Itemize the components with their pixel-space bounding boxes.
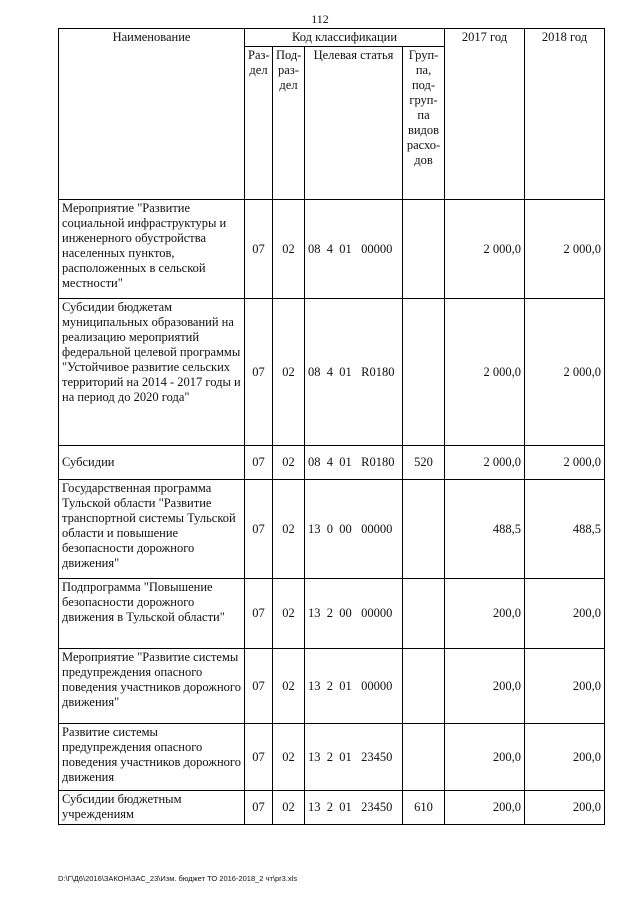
header-razdel: Раз- дел [245,47,273,200]
row-2018: 2 000,0 [525,200,605,299]
row-2018: 200,0 [525,649,605,724]
row-name: Подпрограмма "Повышение безопасности дорожного движения в Тульской области" [59,579,245,649]
table-row [59,200,605,299]
row-name: Государственная программа Тульской области "Развитие транспортной системы Тульской области и повышение безопасности дорожного движения" [59,480,245,579]
file-path-footer: D:\Г\Д6\2016\ЗАКОН\ЗАС_23\Изм. бюджет ТО 2016-2018_2 чт\pr3.xls [58,874,298,883]
header-podrazdel: Под- раз- дел [273,47,305,200]
row-2017: 200,0 [445,791,525,825]
row-code: 13 2 01 23450 [305,724,403,791]
row-razdel: 07 [245,446,273,480]
row-2018: 200,0 [525,791,605,825]
row-podrazdel: 02 [273,724,305,791]
table-row [59,480,605,579]
row-2018: 200,0 [525,579,605,649]
table-row [59,446,605,480]
row-code: 08 4 01 R0180 [305,446,403,480]
row-podrazdel: 02 [273,480,305,579]
row-group [403,299,445,446]
row-podrazdel: 02 [273,446,305,480]
row-2017: 2 000,0 [445,299,525,446]
table-row [59,791,605,825]
header-code: Код классификации [245,29,445,47]
row-2017: 200,0 [445,724,525,791]
row-2017: 2 000,0 [445,200,525,299]
header-tselevaya: Целевая статья [305,47,403,200]
row-podrazdel: 02 [273,649,305,724]
row-razdel: 07 [245,791,273,825]
row-group [403,200,445,299]
row-group: 610 [403,791,445,825]
row-name: Субсидии бюджетам муниципальных образований на реализацию мероприятий федеральной целевой программы "Устойчивое развитие сельских территорий на 2014 - 2017 годы и на период до 2020 года" [59,299,245,446]
header-name: Наименование [59,29,245,200]
row-razdel: 07 [245,480,273,579]
header-2017: 2017 год [445,29,525,200]
row-group [403,480,445,579]
table-row [59,299,605,446]
header-2018: 2018 год [525,29,605,200]
row-2017: 200,0 [445,649,525,724]
row-code: 13 2 01 23450 [305,791,403,825]
row-razdel: 07 [245,299,273,446]
row-razdel: 07 [245,724,273,791]
row-code: 13 0 00 00000 [305,480,403,579]
row-group [403,724,445,791]
budget-table [58,28,605,825]
row-podrazdel: 02 [273,579,305,649]
row-group [403,649,445,724]
row-name: Субсидии бюджетным учреждениям [59,791,245,825]
header-row [59,29,605,47]
row-2017: 2 000,0 [445,446,525,480]
row-code: 08 4 01 R0180 [305,299,403,446]
row-2017: 200,0 [445,579,525,649]
row-2018: 488,5 [525,480,605,579]
row-podrazdel: 02 [273,200,305,299]
row-2018: 2 000,0 [525,299,605,446]
row-podrazdel: 02 [273,791,305,825]
page-number: 112 [311,12,329,26]
row-2017: 488,5 [445,480,525,579]
row-razdel: 07 [245,649,273,724]
header-gruppa: Груп- па, под- груп- па видов расхо- дов [403,47,445,200]
row-2018: 2 000,0 [525,446,605,480]
row-name: Мероприятие "Развитие социальной инфраструктуры и инженерного обустройства населенных пунктов, расположенных в сельской местности" [59,200,245,299]
row-group [403,579,445,649]
row-podrazdel: 02 [273,299,305,446]
row-razdel: 07 [245,200,273,299]
table-row [59,724,605,791]
row-name: Субсидии [59,446,245,480]
row-code: 13 2 01 00000 [305,649,403,724]
row-razdel: 07 [245,579,273,649]
row-2018: 200,0 [525,724,605,791]
table-row [59,579,605,649]
row-code: 08 4 01 00000 [305,200,403,299]
row-name: Мероприятие "Развитие системы предупреждения опасного поведения участников дорожного движения" [59,649,245,724]
row-name: Развитие системы предупреждения опасного поведения участников дорожного движения [59,724,245,791]
table-row [59,649,605,724]
row-code: 13 2 00 00000 [305,579,403,649]
row-group: 520 [403,446,445,480]
